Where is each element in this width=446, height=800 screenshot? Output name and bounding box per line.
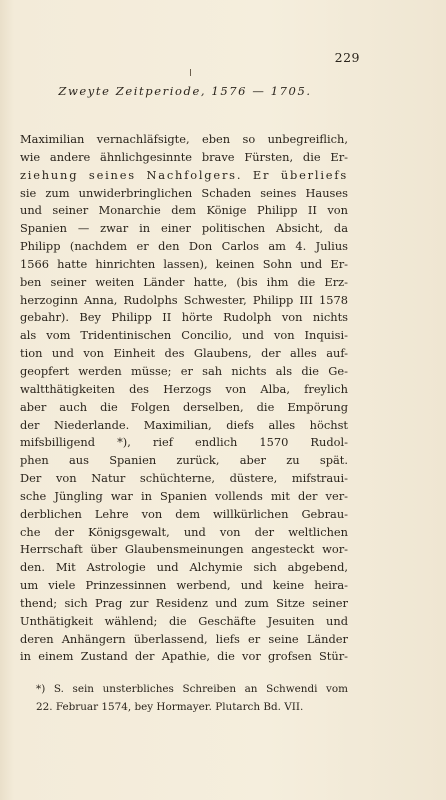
text-line: wie andere ähnlichgesinnte brave Fürsten, die Er- [20,149,348,164]
text-line: aber auch die Folgen derselben, die Empörung [20,399,348,414]
text-line: mifsbilligend *), rief endlich 1570 Rudol- [20,435,348,450]
footnote-line: *) S. sein unsterbliches Schreiben an Schwendi vom [36,683,348,695]
text-line: den. Mit Astrologie und Alchymie sich abgebend, [20,560,348,575]
text-line: in einem Zustand der Apathie, die vor grofsen Stür- [20,649,348,664]
footnote [36,681,348,716]
text-line: und seiner Monarchie dem Könige Philipp II von [20,203,348,218]
text-line: deren Anhängern überlassend, liefs er seine Länder [20,631,348,646]
text-line: Philipp (nachdem er den Don Carlos am 4. Julius [20,239,348,254]
page-number: 229 [334,50,360,65]
text-line: thend; sich Prag zur Residenz und zum Sitze seiner [20,595,348,610]
text-line: sche Jüngling war in Spanien vollends mit der ver- [20,488,348,503]
text-line: gebahr). Bey Philipp II hörte Rudolph von nichts [20,310,348,325]
footnote-line: 22. Februar 1574, bey Hormayer. Plutarch Bd. VII. [36,700,304,713]
body-text [20,131,348,666]
text-line: tion und von Einheit des Glaubens, der alles auf- [20,346,348,361]
text-line: um viele Prinzessinnen werbend, und keine heira- [20,578,348,593]
text-line: Herrschaft über Glaubensmeinungen angesteckt wor- [20,542,348,557]
text-line: der Niederlande. Maximilian, diefs alles höchst [20,417,348,432]
text-line: herzoginn Anna, Rudolphs Schwester, Philipp III 1578 [20,292,348,307]
text-line: sie zum unwiderbringlichen Schaden seines Hauses [20,185,348,200]
text-line: 1566 hatte hinrichten lassen), keinen Sohn und Er- [20,256,348,271]
text-line: derblichen Lehre von dem willkürlichen Gebrau- [20,506,348,521]
text-line: phen aus Spanien zurück, aber zu spät. [20,453,348,468]
text-line: Spanien — zwar in einer politischen Absicht, da [20,221,348,236]
running-head: Zweyte Zeitperiode, 1576 — 1705. [58,84,312,98]
printer-mark [190,69,191,76]
text-line: geopfert werden müsse; er sah nichts als die Ge- [20,363,348,378]
text-line: ziehung seines Nachfolgers. Er überliefs [20,167,348,182]
text-line: Maximilian vernachläfsigte, eben so unbegreiflich, [20,132,348,146]
text-line: Der von Natur schüchterne, düstere, mifstraui- [20,471,348,486]
text-line: als vom Tridentinischen Concilio, und von Inquisi- [20,328,348,343]
text-line: waltthätigkeiten des Herzogs von Alba, freylich [20,381,348,396]
text-line: che der Königsgewalt, und von der weltlichen [20,524,348,539]
text-line: Unthätigkeit wählend; die Geschäfte Jesuiten und [20,613,348,628]
text-line: ben seiner weiten Länder hatte, (bis ihm die Erz- [20,274,348,289]
